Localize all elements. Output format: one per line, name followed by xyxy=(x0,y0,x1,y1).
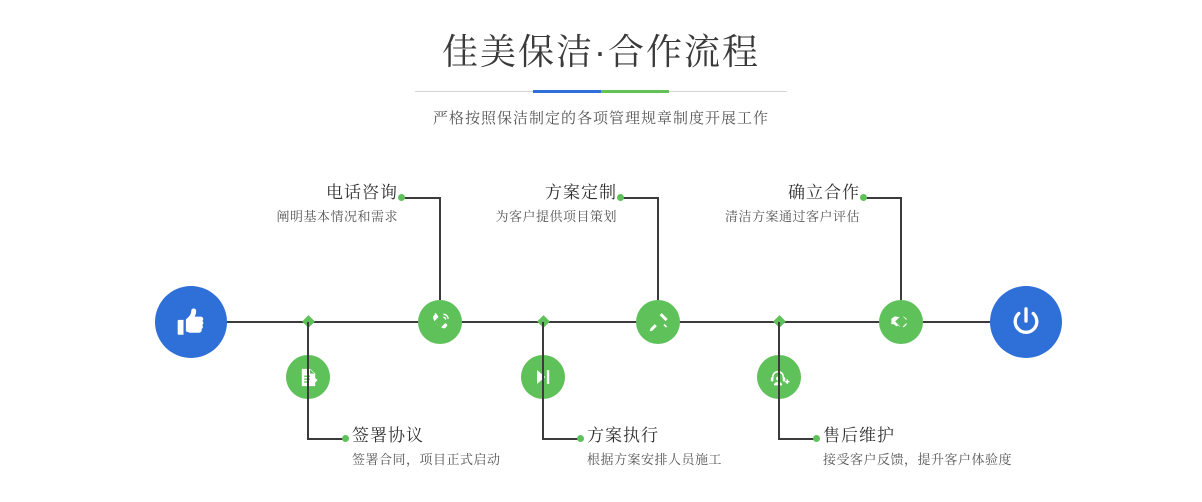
connector-horizontal-5 xyxy=(863,197,901,199)
divider-segment-green xyxy=(601,90,669,93)
step-desc-1: 阐明基本情况和需求 xyxy=(276,209,398,224)
connector-dot-6 xyxy=(813,435,820,442)
step-title-3: 方案定制 xyxy=(545,183,617,202)
step-desc-4: 根据方案安排人员施工 xyxy=(587,452,723,467)
thumbs-up-icon xyxy=(174,305,208,339)
connector-horizontal-1 xyxy=(401,197,440,199)
connector-vertical-2 xyxy=(307,322,309,439)
connector-vertical-4 xyxy=(542,322,544,439)
connector-dot-3 xyxy=(617,194,624,201)
connector-vertical-6 xyxy=(778,322,780,439)
page-title: 佳美保洁·合作流程 xyxy=(442,31,760,72)
divider-segment-blue xyxy=(533,90,601,93)
connector-vertical-1 xyxy=(439,197,441,300)
step-label-1 xyxy=(253,182,398,227)
connector-dot-1 xyxy=(398,194,405,201)
step-desc-3: 为客户提供项目策划 xyxy=(495,209,617,224)
header xyxy=(0,28,1202,128)
step-label-6 xyxy=(823,425,1012,470)
step-desc-2: 签署合同，项目正式启动 xyxy=(352,452,501,467)
page-subtitle: 严格按照保洁制定的各项管理规章制度开展工作 xyxy=(432,110,769,127)
title-divider xyxy=(415,90,787,93)
connector-horizontal-2 xyxy=(307,438,345,440)
connector-dot-5 xyxy=(860,194,867,201)
step-label-4 xyxy=(587,425,722,470)
connector-horizontal-4 xyxy=(542,438,580,440)
step-label-5 xyxy=(700,182,860,227)
step-title-2: 签署协议 xyxy=(352,426,424,445)
timeline xyxy=(0,160,1202,502)
connector-dot-4 xyxy=(577,435,584,442)
step-title-5: 确立合作 xyxy=(788,183,860,202)
connector-dot-2 xyxy=(342,435,349,442)
connector-vertical-5 xyxy=(900,197,902,300)
step-label-2 xyxy=(352,425,501,470)
connector-horizontal-6 xyxy=(778,438,816,440)
timeline-start-node xyxy=(155,286,227,358)
step-title-4: 方案执行 xyxy=(587,426,659,445)
step-title-1: 电话咨询 xyxy=(326,183,398,202)
connector-vertical-3 xyxy=(657,197,659,300)
step-label-3 xyxy=(462,182,617,227)
step-desc-5: 清洁方案通过客户评估 xyxy=(724,209,860,224)
step-desc-6: 接受客户反馈，提升客户体验度 xyxy=(823,452,1013,467)
power-icon xyxy=(1008,304,1044,340)
connector-horizontal-3 xyxy=(620,197,658,199)
timeline-end-node xyxy=(990,286,1062,358)
step-title-6: 售后维护 xyxy=(823,426,895,445)
